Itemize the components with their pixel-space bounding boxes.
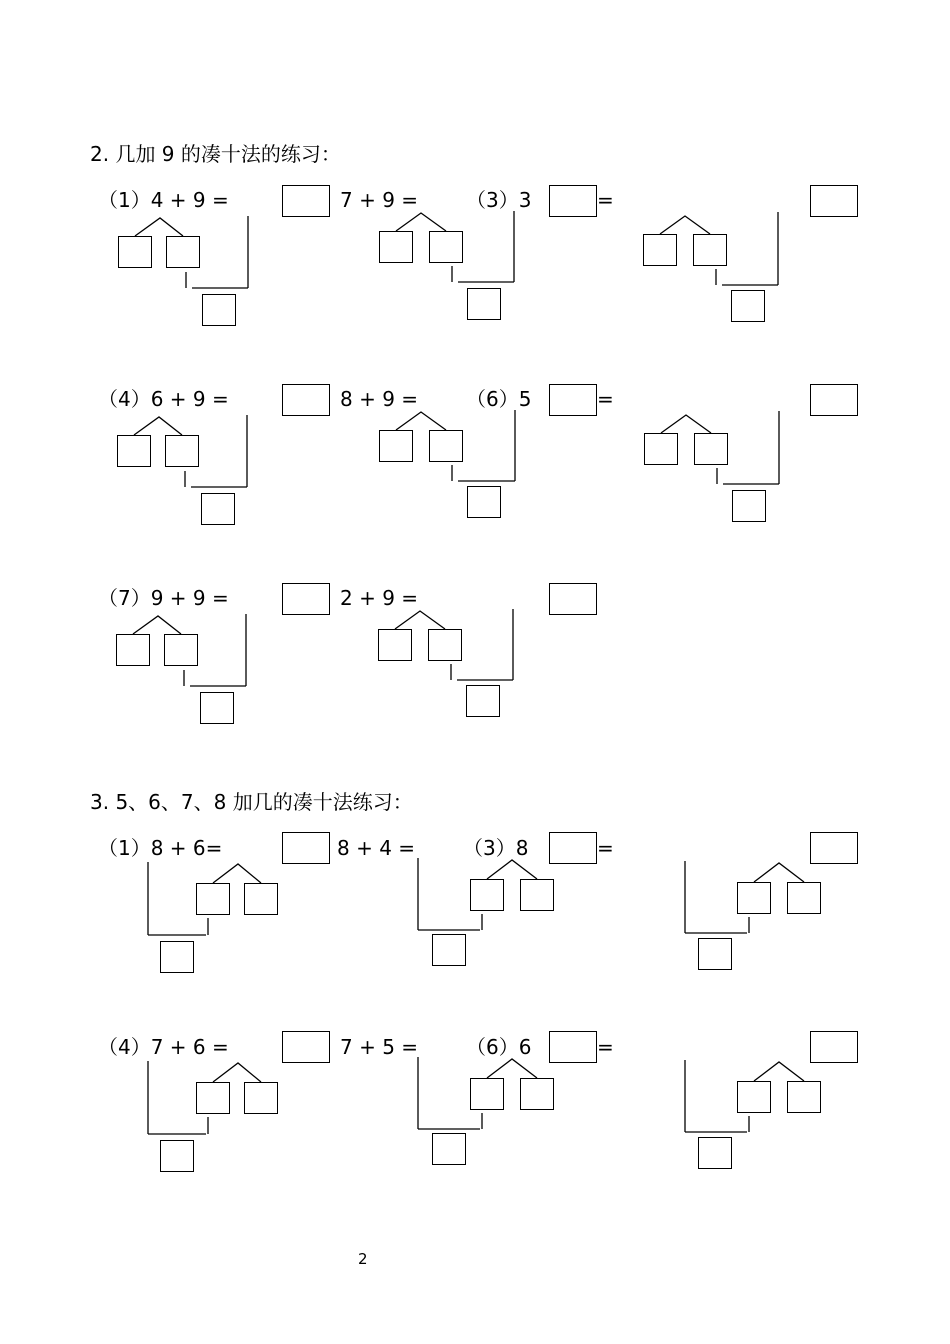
problem-3-3: （3）8 (463, 836, 529, 860)
answer-box-3-1[interactable] (282, 832, 330, 864)
sum-box-3-2[interactable] (432, 934, 466, 966)
branch-lines-3-2 (487, 860, 537, 879)
answer-box-2-8[interactable] (549, 583, 597, 615)
section-2-heading: 2. 几加 9 的凑十法的练习： (90, 142, 341, 166)
sum-box-3-6[interactable] (698, 1137, 732, 1169)
sum-box-3-4[interactable] (160, 1140, 194, 1172)
answer-box-2-3-blank[interactable] (549, 185, 597, 217)
branch-lines-2-4 (134, 417, 182, 435)
problem-2-3-equals: = (597, 188, 614, 212)
split-left-box-3-3[interactable] (737, 882, 771, 914)
sum-box-3-1[interactable] (160, 941, 194, 973)
split-left-box-2-4[interactable] (117, 435, 151, 467)
split-right-box-3-6[interactable] (787, 1081, 821, 1113)
split-left-box-2-3[interactable] (643, 234, 677, 266)
sum-box-2-4[interactable] (201, 493, 235, 525)
problem-3-3-equals: = (597, 836, 614, 860)
problem-2-7: （7）9 + 9 = (98, 586, 229, 610)
problem-2-4: （4）6 + 9 = (98, 387, 229, 411)
split-left-box-3-6[interactable] (737, 1081, 771, 1113)
answer-box-3-3[interactable] (810, 832, 858, 864)
sum-box-2-1[interactable] (202, 294, 236, 326)
branch-lines-3-4 (213, 1063, 261, 1082)
split-left-box-2-8[interactable] (378, 629, 412, 661)
problem-3-1: （1）8 + 6= (98, 836, 223, 860)
split-left-box-3-1[interactable] (196, 883, 230, 915)
split-right-box-2-7[interactable] (164, 634, 198, 666)
split-right-box-2-5[interactable] (429, 430, 463, 462)
split-right-box-2-8[interactable] (428, 629, 462, 661)
page-number: 2 (358, 1250, 368, 1268)
sum-box-2-8[interactable] (466, 685, 500, 717)
answer-box-3-3-blank[interactable] (549, 832, 597, 864)
split-right-box-2-2[interactable] (429, 231, 463, 263)
problem-3-5: 7 + 5 = (340, 1035, 419, 1059)
split-left-box-2-1[interactable] (118, 236, 152, 268)
branch-lines-3-1 (213, 864, 261, 883)
problem-3-2: 8 + 4 = (337, 836, 416, 860)
split-left-box-2-2[interactable] (379, 231, 413, 263)
branch-lines-2-3 (660, 216, 710, 234)
split-right-box-3-5[interactable] (520, 1078, 554, 1110)
split-left-box-3-2[interactable] (470, 879, 504, 911)
answer-box-2-6[interactable] (810, 384, 858, 416)
split-right-box-3-2[interactable] (520, 879, 554, 911)
problem-2-5: 8 + 9 = (340, 387, 419, 411)
branch-lines-2-2 (396, 213, 446, 231)
split-left-box-3-5[interactable] (470, 1078, 504, 1110)
answer-box-2-6-blank[interactable] (549, 384, 597, 416)
sum-box-2-5[interactable] (467, 486, 501, 518)
problem-3-4: （4）7 + 6 = (98, 1035, 229, 1059)
sum-box-2-3[interactable] (731, 290, 765, 322)
answer-box-2-7[interactable] (282, 583, 330, 615)
answer-box-2-4[interactable] (282, 384, 330, 416)
split-left-box-3-4[interactable] (196, 1082, 230, 1114)
split-right-box-2-1[interactable] (166, 236, 200, 268)
problem-3-6: （6）6 (466, 1035, 532, 1059)
problem-2-6-equals: = (597, 387, 614, 411)
split-right-box-2-3[interactable] (693, 234, 727, 266)
split-right-box-3-4[interactable] (244, 1082, 278, 1114)
sum-box-3-5[interactable] (432, 1133, 466, 1165)
sum-box-3-3[interactable] (698, 938, 732, 970)
answer-box-3-6[interactable] (810, 1031, 858, 1063)
branch-lines-3-3 (754, 863, 804, 882)
sum-box-2-6[interactable] (732, 490, 766, 522)
split-right-box-3-1[interactable] (244, 883, 278, 915)
branch-lines-3-6 (754, 1062, 804, 1081)
branch-lines-2-6 (661, 415, 711, 433)
problem-3-6-equals: = (597, 1035, 614, 1059)
problem-2-1: （1）4 + 9 = (98, 188, 229, 212)
branch-lines-2-8 (395, 611, 445, 629)
problem-2-3: （3）3 (466, 188, 532, 212)
sum-box-2-2[interactable] (467, 288, 501, 320)
split-left-box-2-5[interactable] (379, 430, 413, 462)
answer-box-2-1[interactable] (282, 185, 330, 217)
split-right-box-2-6[interactable] (694, 433, 728, 465)
branch-lines-2-7 (133, 616, 181, 634)
problem-2-6: （6）5 (466, 387, 532, 411)
answer-box-2-3[interactable] (810, 185, 858, 217)
split-right-box-3-3[interactable] (787, 882, 821, 914)
sum-box-2-7[interactable] (200, 692, 234, 724)
split-left-box-2-7[interactable] (116, 634, 150, 666)
split-left-box-2-6[interactable] (644, 433, 678, 465)
answer-box-3-4[interactable] (282, 1031, 330, 1063)
section-3-heading: 3. 5、6、7、8 加几的凑十法练习： (90, 790, 413, 814)
problem-2-2: 7 + 9 = (340, 188, 419, 212)
split-right-box-2-4[interactable] (165, 435, 199, 467)
branch-lines-2-5 (396, 412, 446, 430)
answer-box-3-6-blank[interactable] (549, 1031, 597, 1063)
branch-lines-2-1 (135, 218, 183, 236)
branch-lines-3-5 (487, 1059, 537, 1078)
problem-2-8: 2 + 9 = (340, 586, 419, 610)
